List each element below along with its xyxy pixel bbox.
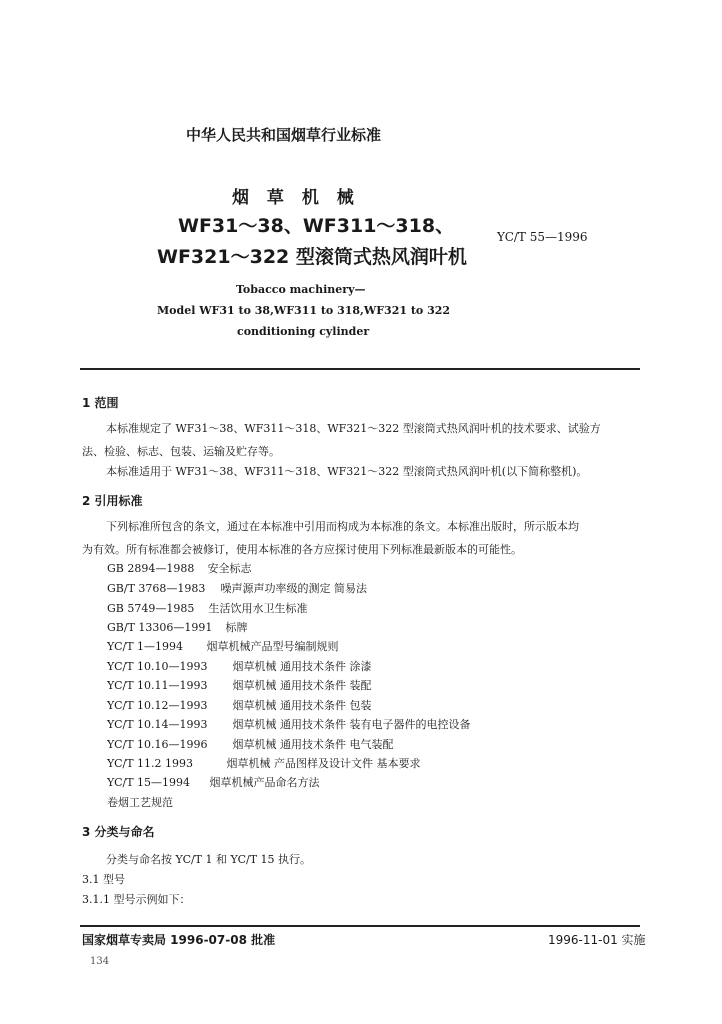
reference-item [107,638,339,654]
title-line-1: 烟 草 机 械 [232,188,360,208]
reference-code: YC/T 15—1994 [107,776,191,789]
reference-item [107,619,248,635]
section-3-heading: 3 分类与命名 [82,825,155,839]
reference-item [107,736,394,752]
section-3-1-heading: 3.1 型号 [82,873,125,886]
section-1-para-2: 本标准适用于 WF31～38、WF311～318、WF321～322 型滚筒式热风润叶机(以下简称整机)。 [106,465,588,478]
reference-title: 噪声源声功率级的测定 简易法 [220,582,367,595]
reference-code: GB 2894—1988 [107,562,195,575]
reference-title: 烟草机械 通用技术条件 装配 [232,679,372,692]
approval-info: 国家烟草专卖局 1996-07-08 批准 [82,933,276,947]
section-1-para-1-line-1: 本标准规定了 WF31～38、WF311～318、WF321～322 型滚筒式热风润叶机的技术要求、试验方 [106,422,601,435]
page-number: 134 [90,956,110,967]
english-title-line-3: conditioning cylinder [237,325,370,338]
reference-code: GB 5749—1985 [107,602,195,615]
industry-standard-title: 中华人民共和国烟草行业标准 [186,126,382,144]
english-title-line-2: Model WF31 to 38,WF311 to 318,WF321 to 322 [157,304,451,317]
reference-code: YC/T 11.2 1993 [107,757,194,770]
header-divider [80,368,640,370]
reference-item [107,697,372,713]
reference-item [107,794,177,810]
section-3-1-1-heading: 3.1.1 型号示例如下： [82,893,191,906]
title-line-3: WF321～322 型滚筒式热风润叶机 [157,246,467,268]
reference-item [107,600,308,616]
english-title-line-1: Tobacco machinery— [236,283,366,296]
section-1-heading: 1 范围 [82,396,119,410]
reference-title: 烟草机械 通用技术条件 电气装配 [232,738,394,751]
section-2-intro-line-2: 为有效。所有标准都会被修订，使用本标准的各方应探讨使用下列标准最新版本的可能性。 [82,543,522,556]
reference-code: YC/T 10.16—1996 [107,738,208,751]
reference-title: 烟草机械产品命名方法 [209,776,320,789]
reference-item [107,755,421,771]
reference-code: YC/T 10.10—1993 [107,660,208,673]
reference-item [107,658,372,674]
reference-code: GB/T 3768—1983 [107,582,206,595]
reference-title: 生活饮用水卫生标准 [208,602,308,615]
reference-item [107,774,320,790]
reference-title: 标牌 [225,621,248,634]
reference-code: YC/T 10.12—1993 [107,699,208,712]
reference-title: 烟草机械 通用技术条件 涂漆 [232,660,372,673]
section-1-para-1-line-2: 法、检验、标志、包装、运输及贮存等。 [82,445,280,458]
reference-code: GB/T 13306—1991 [107,621,213,634]
reference-item [107,580,367,596]
reference-item [107,677,372,693]
reference-code: YC/T 10.11—1993 [107,679,208,692]
standard-number: YC/T 55—1996 [497,230,588,244]
reference-item [107,716,471,732]
reference-item [107,560,252,576]
implementation-date: 1996-11-01 实施 [548,933,646,947]
reference-title: 安全标志 [207,562,252,575]
reference-code: 卷烟工艺规范 [107,796,173,809]
section-2-heading: 2 引用标准 [82,494,143,508]
reference-title: 烟草机械 通用技术条件 包装 [232,699,372,712]
reference-title: 烟草机械 产品图样及设计文件 基本要求 [226,757,421,770]
footer-divider [80,925,640,927]
reference-code: YC/T 1—1994 [107,640,184,653]
reference-title: 烟草机械产品型号编制规则 [206,640,339,653]
section-3-para: 分类与命名按 YC/T 1 和 YC/T 15 执行。 [106,853,312,866]
section-2-intro-line-1: 下列标准所包含的条文，通过在本标准中引用而构成为本标准的条文。本标准出版时，所示版本均 [106,520,579,533]
reference-title: 烟草机械 通用技术条件 装有电子器件的电控设备 [232,718,471,731]
reference-code: YC/T 10.14—1993 [107,718,208,731]
title-line-2: WF31～38、WF311～318、 [178,215,455,237]
